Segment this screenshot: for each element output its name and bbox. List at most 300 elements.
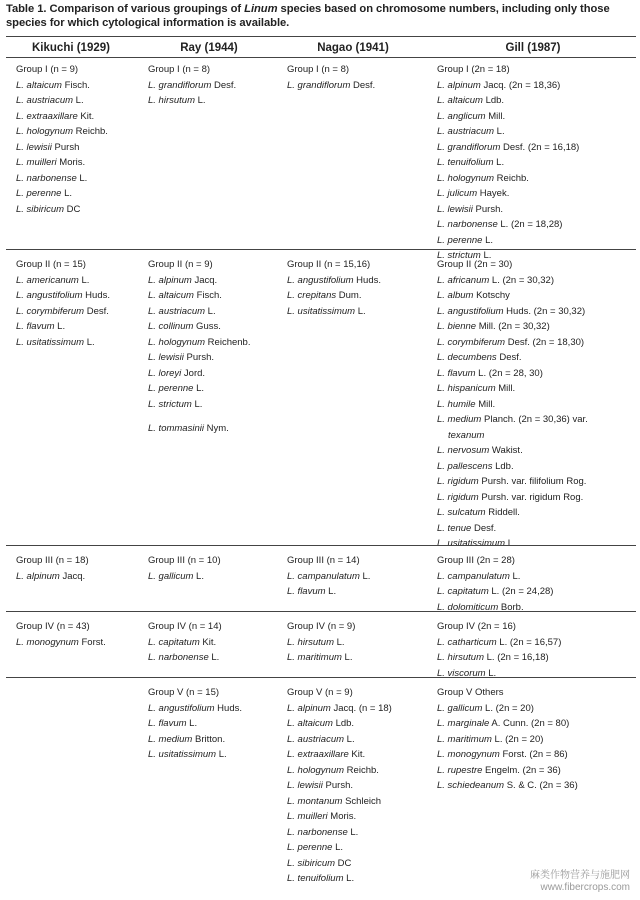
rule-header <box>6 57 636 58</box>
species-name: L. tenue <box>437 522 472 534</box>
species-name: L. campanulatum <box>287 570 360 582</box>
species-entry-l-hirsutum <box>437 650 549 666</box>
species-entry-l-narbonense <box>437 217 562 233</box>
group-header: Group V Others <box>437 687 504 698</box>
group-header: Group III (2n = 28) <box>437 555 515 566</box>
species-author: Kit. <box>199 636 217 648</box>
group-header: Group III (n = 18) <box>16 555 89 566</box>
species-name: L. hologynum <box>148 336 206 348</box>
column-header-kikuchi: Kikuchi (1929) <box>32 42 110 54</box>
species-author: Reichb. <box>73 126 108 137</box>
species-name: L. angustifolium <box>287 274 354 286</box>
species-author: L. <box>347 826 359 838</box>
species-entry-l-altaicum <box>437 93 504 109</box>
species-name: L. collinum <box>148 321 194 332</box>
species-entry-l-austriacum <box>287 732 355 748</box>
species-name: L. hologynum <box>16 126 74 137</box>
species-name: L. angustifolium <box>16 290 83 301</box>
species-author: Kit. <box>348 749 366 760</box>
species-author: Jacq. <box>59 570 86 582</box>
species-entry-l-sulcatum <box>437 505 520 521</box>
species-entry-l-usitatissimum <box>148 747 227 763</box>
species-entry-l-angustifolium <box>287 273 381 289</box>
species-name: L. schiedeanum <box>437 780 505 791</box>
species-name: L. perenne <box>16 188 62 199</box>
species-name: L. austriacum <box>287 733 345 745</box>
species-entry-l-angustifolium <box>437 304 585 320</box>
species-entry-l-grandiflorum <box>148 78 236 94</box>
species-name: L. extraaxillare <box>16 110 78 122</box>
species-author: L. <box>343 873 355 884</box>
species-entry-l-capitatum <box>437 584 553 600</box>
species-entry-l-collinum <box>148 319 221 335</box>
species-name: L. angustifolium <box>437 305 504 317</box>
species-author: L. <box>186 718 198 729</box>
species-entry-l-rupestre <box>437 763 561 779</box>
species-name: L. tenuifolium <box>437 157 494 168</box>
species-entry-l-montanum <box>287 794 381 810</box>
species-entry-l-muilleri <box>16 155 85 171</box>
group-header: Group II (n = 9) <box>148 259 213 270</box>
species-author: L. <box>193 570 204 582</box>
species-author: Nym. <box>203 423 229 435</box>
species-name: L. humile <box>437 398 476 410</box>
species-entry-l-flavum <box>287 584 336 600</box>
species-name: L. flavum <box>148 718 187 729</box>
species-author: Moris. <box>56 157 86 168</box>
species-name: L. usitatissimum <box>148 749 217 760</box>
species-author: L. <box>480 250 492 261</box>
species-name: L. altaicum <box>16 79 62 91</box>
species-author: L. <box>73 95 84 106</box>
species-entry-l-hologynum <box>287 763 379 779</box>
species-entry-l-catharticum <box>437 635 561 651</box>
species-entry-l-hirsutum <box>287 635 345 651</box>
species-name: L. hologynum <box>437 172 495 184</box>
species-name: L. lewisii <box>437 203 473 215</box>
species-author: L. <box>195 95 206 106</box>
species-entry-l-decumbens <box>437 350 522 366</box>
species-author: L. <box>493 157 505 168</box>
species-author: Pursh. var. filifolium Rog. <box>478 476 587 487</box>
species-author: Reichenb. <box>205 336 251 348</box>
species-entry-l-angustifolium <box>148 701 242 717</box>
species-author: L. <box>208 652 220 663</box>
species-name: L. usitatissimum <box>437 538 506 549</box>
species-name: L. monogynum <box>16 636 79 648</box>
species-name: L. maritimum <box>437 733 492 745</box>
species-name: L. sibiricum <box>287 857 336 869</box>
species-author: Desf. <box>84 305 109 317</box>
species-name: L. dolomiticum <box>437 601 499 613</box>
rule-group-2 <box>6 545 636 546</box>
species-author: Forst. <box>78 636 106 648</box>
species-author: Fisch. <box>193 290 222 301</box>
caption-genus: Linum <box>244 3 278 15</box>
species-name: L. tommasinii <box>148 423 204 435</box>
group-header: Group IV (n = 9) <box>287 621 356 632</box>
species-name: L. campanulatum <box>437 570 510 582</box>
species-author: Desf. <box>211 79 237 91</box>
species-entry-l-hologynum <box>148 335 250 351</box>
species-author: Dum. <box>336 290 362 301</box>
species-author: L. <box>494 126 505 137</box>
species-entry-l-gallicum <box>148 569 204 585</box>
species-entry-l-grandiflorum <box>287 78 375 94</box>
species-name: L. tenuifolium <box>287 873 344 884</box>
species-name: L. catharticum <box>437 636 497 648</box>
species-author: L. (2n = 16,18) <box>484 652 549 663</box>
species-author: Ldb. <box>332 718 355 729</box>
species-author: L. (2n = 18,28) <box>497 219 563 230</box>
species-author: Reichb. <box>494 172 529 184</box>
species-entry-l-flavum <box>16 319 65 335</box>
species-author: Riddell. <box>485 507 520 518</box>
species-author: S. & C. (2n = 36) <box>504 780 578 791</box>
species-entry-l-maritimum <box>437 732 543 748</box>
species-name: L. narbonense <box>16 172 77 184</box>
species-name: L. corymbiferum <box>16 305 85 317</box>
species-name: L. perenne <box>437 234 483 246</box>
species-entry-l-nervosum <box>437 443 523 459</box>
species-entry-l-capitatum <box>148 635 216 651</box>
species-entry-l-austriacum <box>437 124 505 140</box>
species-author: L. <box>485 667 497 679</box>
species-entry-l-altaicum <box>16 78 90 94</box>
species-entry-l-narbonense <box>287 825 358 841</box>
species-entry-l-lewisii <box>16 140 79 156</box>
species-name: L. strictum <box>437 250 481 261</box>
species-name: L. usitatissimum <box>287 305 356 317</box>
species-name: L. capitatum <box>437 586 489 597</box>
species-entry-l-rigidum <box>437 490 583 506</box>
species-name: L. loreyi <box>148 367 182 379</box>
species-name: L. flavum <box>437 367 476 379</box>
species-entry-l-perenne <box>16 186 72 202</box>
species-entry-l-rigidum <box>437 474 586 490</box>
species-entry-l-angustifolium <box>16 288 110 304</box>
species-name: L. flavum <box>287 586 326 597</box>
rule-group-4 <box>6 677 636 678</box>
species-author: Pursh. var. rigidum Rog. <box>478 491 584 503</box>
species-entry-l-tenuifolium <box>437 155 504 171</box>
species-entry-l-perenne <box>437 233 493 249</box>
species-author: L. <box>332 842 343 853</box>
species-author: Desf. <box>496 352 522 363</box>
species-author: L. <box>78 274 90 286</box>
species-author: Pursh. <box>183 352 215 363</box>
species-entry-l-corymbiferum <box>16 304 109 320</box>
species-entry-l-crepitans <box>287 288 361 304</box>
species-entry-l-marginale <box>437 716 569 732</box>
watermark-line2: www.fibercrops.com <box>540 882 630 893</box>
species-author: L. <box>505 538 516 549</box>
group-header: Group II (n = 15,16) <box>287 259 371 270</box>
species-name: L. anglicum <box>437 110 486 122</box>
species-name: L. crepitans <box>287 290 337 301</box>
species-author: L. <box>355 305 366 317</box>
species-entry-l-monogynum <box>437 747 568 763</box>
species-author: L. <box>191 398 203 410</box>
species-author: Pursh. <box>322 780 354 791</box>
species-author: Jord. <box>181 367 206 379</box>
species-entry-l-bienne <box>437 319 550 335</box>
species-author: L. <box>193 383 204 394</box>
species-name: L. decumbens <box>437 352 497 363</box>
species-author: Desf. (2n = 18,30) <box>505 336 585 348</box>
species-author: L. <box>334 636 345 648</box>
species-name: L. extraaxillare <box>287 749 349 760</box>
species-author: Moris. <box>327 811 357 822</box>
species-author: L. <box>84 336 95 348</box>
species-entry-l-flavum <box>148 716 197 732</box>
species-name: L. muilleri <box>16 157 57 168</box>
species-name: L. flavum <box>16 321 55 332</box>
species-entry-l-altaicum <box>287 716 354 732</box>
species-name: L. julicum <box>437 188 478 199</box>
species-name: L. rigidum <box>437 476 479 487</box>
species-name: L. lewisii <box>148 352 184 363</box>
species-author: Kit. <box>77 110 95 122</box>
species-entry-l-extraaxillare <box>16 109 94 125</box>
column-header-ray: Ray (1944) <box>180 42 238 54</box>
species-name: L. austriacum <box>16 95 74 106</box>
species-author: L. (2n = 20) <box>491 733 544 745</box>
species-entry-l-alpinum <box>148 273 217 289</box>
species-name: L. capitatum <box>148 636 200 648</box>
species-name: L. bienne <box>437 321 477 332</box>
species-entry-l-strictum <box>148 397 202 413</box>
species-author: Britton. <box>192 733 226 745</box>
species-author: L. <box>509 570 521 582</box>
species-author: Mill. <box>495 383 516 394</box>
species-name: L. viscorum <box>437 667 486 679</box>
group-header: Group III (n = 10) <box>148 555 221 566</box>
species-author: L. (2n = 24,28) <box>488 586 554 597</box>
table-caption <box>6 2 636 30</box>
species-name: L. narbonense <box>287 826 348 838</box>
species-entry-l-usitatissimum <box>437 536 516 552</box>
species-author: Forst. (2n = 86) <box>499 749 568 760</box>
species-entry-l-tommasinii <box>148 421 229 437</box>
species-author: Wakist. <box>489 445 523 456</box>
species-author: Fisch. <box>61 79 90 91</box>
species-name: L. hispanicum <box>437 383 496 394</box>
species-name: L. maritimum <box>287 652 342 663</box>
species-author: Planch. (2n = 30,36) var. <box>481 414 588 425</box>
species-entry-l-hispanicum <box>437 381 515 397</box>
species-author: L. <box>482 234 493 246</box>
species-name: L. rupestre <box>437 764 483 776</box>
species-entry-l-hirsutum <box>148 93 206 109</box>
species-name: L. angustifolium <box>148 702 215 714</box>
species-entry-l-tenuifolium <box>287 871 354 887</box>
species-entry-l-schiedeanum <box>437 778 578 794</box>
species-author: DC <box>64 203 81 215</box>
species-author: L. <box>325 586 337 597</box>
species-name: L. hologynum <box>287 764 345 776</box>
species-author: Reichb. <box>344 764 379 776</box>
species-author: L. <box>359 570 371 582</box>
species-entry-l-muilleri <box>287 809 356 825</box>
species-author: L. <box>344 733 355 745</box>
group-header: Group IV (n = 14) <box>148 621 222 632</box>
species-name: L. africanum <box>437 274 490 286</box>
species-author: Guss. <box>193 321 221 332</box>
species-author: L. (2n = 30,32) <box>489 274 554 286</box>
species-name: L. altaicum <box>287 718 333 729</box>
species-name: L. perenne <box>287 842 333 853</box>
species-author: Desf. <box>471 522 497 534</box>
species-name: L. pallescens <box>437 460 493 472</box>
species-name: L. alpinum <box>148 274 192 286</box>
species-entry-l-usitatissimum <box>16 335 95 351</box>
species-name: L. corymbiferum <box>437 336 506 348</box>
species-entry-l-viscorum <box>437 666 496 682</box>
group-header: Group III (n = 14) <box>287 555 360 566</box>
column-header-gill: Gill (1987) <box>505 42 561 54</box>
species-author: Mill. (2n = 30,32) <box>476 321 550 332</box>
group-header: Group I (n = 8) <box>148 64 211 75</box>
species-name: L. narbonense <box>148 652 209 663</box>
group-header: Group II (2n = 30) <box>437 259 513 270</box>
species-name: L. muilleri <box>287 811 328 822</box>
species-author: Jacq. (n = 18) <box>330 702 392 714</box>
species-entry-l-loreyi <box>148 366 205 382</box>
species-author: L. <box>61 188 72 199</box>
species-author: L. <box>216 749 227 760</box>
species-entry-l-medium <box>437 412 588 443</box>
species-entry-l-perenne <box>148 381 204 397</box>
species-name: L. marginale <box>437 718 490 729</box>
species-entry-l-perenne <box>287 840 343 856</box>
species-author: Huds. (2n = 30,32) <box>503 305 586 317</box>
species-author: Borb. <box>498 601 524 613</box>
species-entry-l-gallicum <box>437 701 534 717</box>
species-continuation: texanum <box>448 429 485 441</box>
species-entry-l-alpinum <box>287 701 392 717</box>
species-entry-l-campanulatum <box>437 569 520 585</box>
species-name: L. hirsutum <box>437 652 484 663</box>
species-entry-l-hologynum <box>437 171 529 187</box>
group-header: Group V (n = 15) <box>148 687 220 698</box>
species-name: L. rigidum <box>437 491 479 503</box>
species-entry-l-album <box>437 288 510 304</box>
species-entry-l-altaicum <box>148 288 222 304</box>
species-author: Mill. <box>475 398 496 410</box>
species-author: Engelm. (2n = 36) <box>482 764 561 776</box>
species-entry-l-austriacum <box>16 93 84 109</box>
species-name: L. lewisii <box>16 141 52 153</box>
species-author: DC <box>335 857 352 869</box>
species-entry-l-grandiflorum <box>437 140 579 156</box>
species-entry-l-austriacum <box>148 304 216 320</box>
species-author: Kotschy <box>473 290 510 301</box>
species-name: L. sulcatum <box>437 507 486 518</box>
species-name: L. medium <box>148 733 193 745</box>
species-entry-l-americanum <box>16 273 89 289</box>
species-name: L. altaicum <box>437 95 483 106</box>
species-author: L. <box>76 172 88 184</box>
column-header-nagao: Nagao (1941) <box>317 42 389 54</box>
species-entry-l-alpinum <box>16 569 85 585</box>
species-author: L. <box>341 652 353 663</box>
species-name: L. grandiflorum <box>148 79 212 91</box>
species-entry-l-lewisii <box>148 350 214 366</box>
species-entry-l-julicum <box>437 186 509 202</box>
watermark <box>530 870 630 894</box>
species-name: L. grandiflorum <box>437 141 501 153</box>
species-name: L. perenne <box>148 383 194 394</box>
species-name: L. grandiflorum <box>287 79 351 91</box>
species-entry-l-sibiricum <box>16 202 80 218</box>
species-entry-l-extraaxillare <box>287 747 365 763</box>
group-header: Group IV (2n = 16) <box>437 621 516 632</box>
species-entry-l-tenue <box>437 521 496 537</box>
rule-group-3 <box>6 611 636 612</box>
species-name: L. alpinum <box>437 79 481 91</box>
species-name: L. sibiricum <box>16 203 65 215</box>
species-author: Huds. <box>82 290 111 301</box>
species-author: Ldb. <box>492 460 514 472</box>
caption-part2: species based on chromosome numbers, including only those species for which cytological information is available. <box>6 3 610 29</box>
species-entry-l-hologynum <box>16 124 108 140</box>
species-entry-l-dolomiticum <box>437 600 524 616</box>
species-name: L. usitatissimum <box>16 336 85 348</box>
species-entry-l-flavum <box>437 366 543 382</box>
species-name: L. lewisii <box>287 780 323 791</box>
species-name: L. narbonense <box>437 219 498 230</box>
rule-top <box>6 36 636 37</box>
caption-part1: Table 1. Comparison of various groupings of <box>6 3 245 15</box>
species-author: Huds. <box>214 702 243 714</box>
species-name: L. austriacum <box>148 305 206 317</box>
species-author: Schleich <box>342 795 382 807</box>
species-entry-l-medium <box>148 732 225 748</box>
species-entry-l-pallescens <box>437 459 514 475</box>
species-name: L. altaicum <box>148 290 194 301</box>
species-author: L. (2n = 16,57) <box>496 636 562 648</box>
group-header: Group I (2n = 18) <box>437 64 510 75</box>
species-entry-l-anglicum <box>437 109 505 125</box>
species-name: L. monogynum <box>437 749 500 760</box>
species-name: L. gallicum <box>437 702 483 714</box>
species-author: Jacq. <box>191 274 218 286</box>
species-name: L. gallicum <box>148 570 194 582</box>
species-author: Ldb. <box>482 95 505 106</box>
species-name: L. medium <box>437 414 482 425</box>
species-entry-l-africanum <box>437 273 554 289</box>
species-name: L. alpinum <box>287 702 331 714</box>
watermark-line1: 麻类作物营养与施肥网 <box>530 870 630 881</box>
species-name: L. hirsutum <box>287 636 334 648</box>
species-author: Desf. <box>350 79 376 91</box>
species-entry-l-narbonense <box>148 650 219 666</box>
species-entry-l-sibiricum <box>287 856 351 872</box>
species-name: L. album <box>437 290 474 301</box>
species-author: Desf. (2n = 16,18) <box>500 141 580 153</box>
species-entry-l-usitatissimum <box>287 304 366 320</box>
species-author: A. Cunn. (2n = 80) <box>489 718 570 729</box>
species-entry-l-monogynum <box>16 635 106 651</box>
species-author: Hayek. <box>477 188 510 199</box>
species-author: Huds. <box>353 274 382 286</box>
species-author: L. (2n = 28, 30) <box>475 367 543 379</box>
species-entry-l-humile <box>437 397 495 413</box>
group-header: Group V (n = 9) <box>287 687 353 698</box>
species-author: L. (2n = 20) <box>482 702 534 714</box>
species-name: L. hirsutum <box>148 95 195 106</box>
